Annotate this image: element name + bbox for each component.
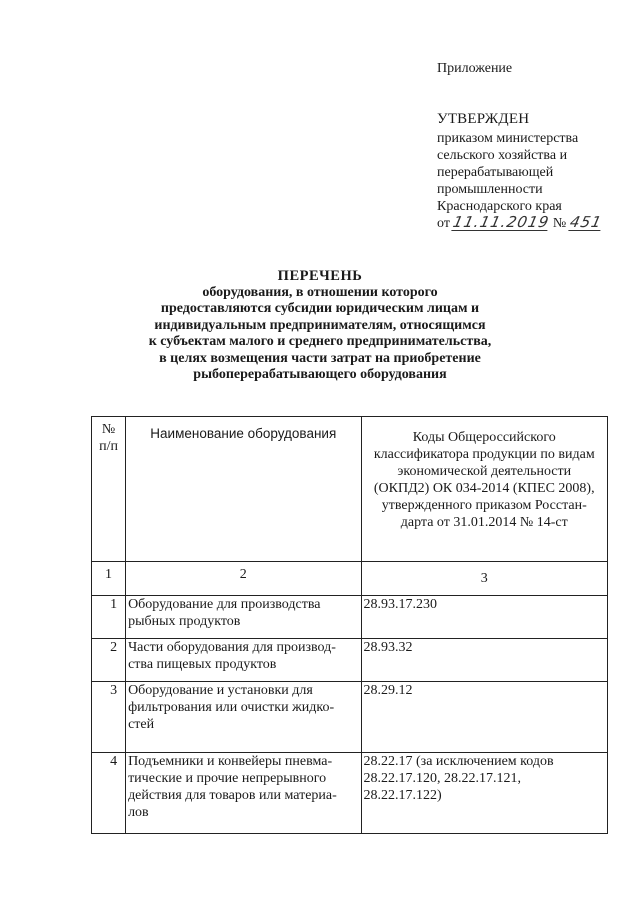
header-number-cell [92, 417, 126, 562]
approval-line: приказом министерства [437, 131, 579, 146]
equipment-name-line: рыбных продуктов [128, 614, 241, 629]
header-name-cell [126, 417, 361, 562]
column-number-row [92, 562, 608, 596]
header-number-abbr: п/п [99, 439, 118, 454]
equipment-name-line: стей [128, 717, 155, 732]
okpd2-code-line: 28.29.12 [363, 683, 413, 698]
okpd2-code-cell [361, 596, 607, 639]
equipment-name-line: действия для товаров или материа- [128, 788, 337, 803]
okpd2-code-cell [361, 682, 607, 753]
column-number: 3 [361, 562, 607, 596]
table-row [92, 639, 608, 682]
document-title [110, 268, 530, 384]
approval-line: промышленности [437, 182, 543, 197]
row-number: 4 [92, 753, 126, 834]
equipment-name-cell [126, 753, 361, 834]
date-prefix: от [437, 216, 450, 231]
handwritten-date: 11.11.2019 [451, 213, 552, 231]
row-number: 1 [92, 596, 126, 639]
approval-block [437, 60, 632, 232]
title-line: оборудования, в отношении которого [202, 284, 438, 300]
okpd2-code-line: 28.22.17.120, 28.22.17.121, [363, 771, 522, 786]
okpd2-code-cell [361, 639, 607, 682]
number-prefix: № [552, 216, 567, 231]
appendix-label: Приложение [437, 61, 513, 76]
column-number: 1 [92, 562, 126, 596]
column-number: 2 [126, 562, 361, 596]
header-codes-line: дарта от 31.01.2014 № 14-ст [400, 515, 568, 530]
equipment-name-line: ства пищевых продуктов [128, 657, 277, 672]
table-row [92, 753, 608, 834]
header-codes-cell [361, 417, 607, 562]
equipment-name-line: Оборудование и установки для [128, 683, 313, 698]
approved-label: УТВЕРЖДЕН [437, 111, 530, 127]
header-codes-line: утвержденного приказом Росстан- [381, 498, 587, 513]
table-row [92, 682, 608, 753]
row-number: 3 [92, 682, 126, 753]
header-codes-line: Коды Общероссийского [412, 430, 556, 445]
equipment-name-line: Оборудование для производства [128, 597, 321, 612]
okpd2-code-line: 28.93.32 [363, 640, 413, 655]
equipment-name-line: лов [128, 805, 149, 820]
row-number: 2 [92, 639, 126, 682]
okpd2-code-cell [361, 753, 607, 834]
header-number-symbol: № [101, 422, 116, 437]
okpd2-code-line: 28.22.17.122) [363, 788, 442, 803]
approval-line: перерабатывающей [437, 165, 554, 180]
header-codes-line: (ОКПД2) ОК 034-2014 (КПЕС 2008), [373, 481, 595, 496]
title-line: к субъектам малого и среднего предпринимательства, [148, 334, 492, 349]
approval-line: сельского хозяйства и [437, 148, 568, 163]
table-row [92, 596, 608, 639]
equipment-name-cell [126, 596, 361, 639]
equipment-name-line: тические и прочие непрерывного [128, 771, 327, 786]
title-line: рыбоперерабатывающего оборудования [193, 367, 447, 382]
equipment-name-line: фильтрования или очистки жидко- [128, 700, 335, 715]
header-codes-line: экономической деятельности [397, 464, 572, 479]
title-line: индивидуальным предпринимателям, относящимся [154, 317, 486, 333]
okpd2-code-line: 28.93.17.230 [363, 597, 438, 612]
header-codes-line: классификатора продукции по видам [373, 447, 595, 462]
title-line: в целях возмещения части затрат на приобретение [159, 350, 481, 366]
okpd2-code-line: 28.22.17 (за исключением кодов [363, 754, 554, 769]
equipment-name-line: Подъемники и конвейеры пневма- [128, 754, 333, 769]
title-main: ПЕРЕЧЕНЬ [277, 268, 363, 284]
approval-line: Краснодарского края [437, 199, 562, 214]
equipment-name-line: Части оборудования для производ- [128, 640, 336, 655]
equipment-table [91, 416, 608, 834]
equipment-name-cell [126, 682, 361, 753]
header-name-text: Наименование оборудования [150, 426, 337, 441]
equipment-name-cell [126, 639, 361, 682]
table-header-row [92, 417, 608, 562]
title-line: предоставляются субсидии юридическим лицам и [160, 301, 480, 316]
handwritten-number: 451 [567, 213, 604, 231]
approval-date-line [437, 215, 632, 232]
